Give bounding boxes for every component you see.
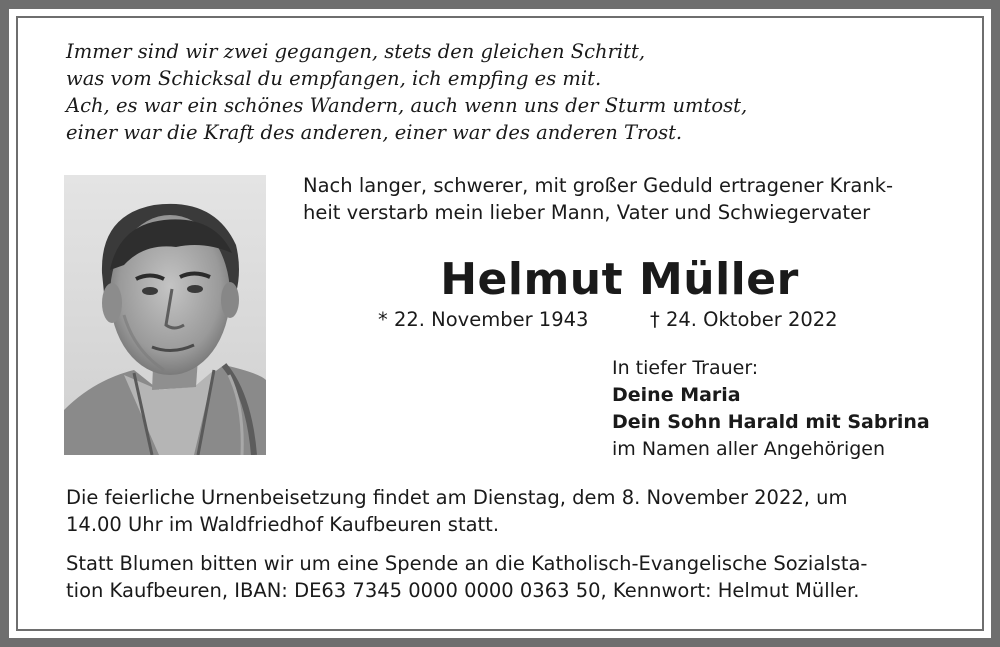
mourner-name: Dein Sohn Harald mit Sabrina	[612, 411, 930, 433]
death-date: † 24. Oktober 2022	[650, 308, 838, 331]
donation-notice	[66, 550, 946, 604]
mourner-name: Deine Maria	[612, 384, 741, 406]
announcement-line: Nach langer, schwerer, mit großer Geduld ertragener Krank-	[303, 174, 894, 197]
life-dates	[378, 306, 878, 336]
announcement-text	[303, 172, 943, 226]
ceremony-notice	[66, 484, 946, 538]
poem-line: einer war die Kraft des anderen, einer war des anderen Trost.	[66, 121, 683, 144]
portrait-illustration	[64, 175, 266, 455]
poem-line: was vom Schicksal du empfangen, ich empfing es mit.	[66, 67, 602, 90]
birth-date: * 22. November 1943	[378, 308, 589, 331]
donation-line: tion Kaufbeuren, IBAN: DE63 7345 0000 0000 0363 50, Kennwort: Helmut Müller.	[66, 579, 860, 602]
deceased-name: Helmut Müller	[440, 254, 799, 305]
donation-line: Statt Blumen bitten wir um eine Spende an die Katholisch-Evangelische Sozialsta-	[66, 552, 868, 575]
memorial-poem	[66, 38, 866, 146]
portrait-photo	[64, 175, 266, 455]
ceremony-line: 14.00 Uhr im Waldfriedhof Kaufbeuren statt.	[66, 513, 500, 536]
poem-line: Ach, es war ein schönes Wandern, auch wenn uns der Sturm umtost,	[66, 94, 748, 117]
mourners-note: im Namen aller Angehörigen	[612, 438, 886, 460]
mourning-heading: In tiefer Trauer:	[612, 357, 759, 379]
poem-line: Immer sind wir zwei gegangen, stets den gleichen Schritt,	[66, 40, 646, 63]
mourners-signature	[612, 355, 952, 463]
announcement-line: heit verstarb mein lieber Mann, Vater und Schwiegervater	[303, 201, 871, 224]
ceremony-line: Die feierliche Urnenbeisetzung findet am Dienstag, dem 8. November 2022, um	[66, 486, 848, 509]
